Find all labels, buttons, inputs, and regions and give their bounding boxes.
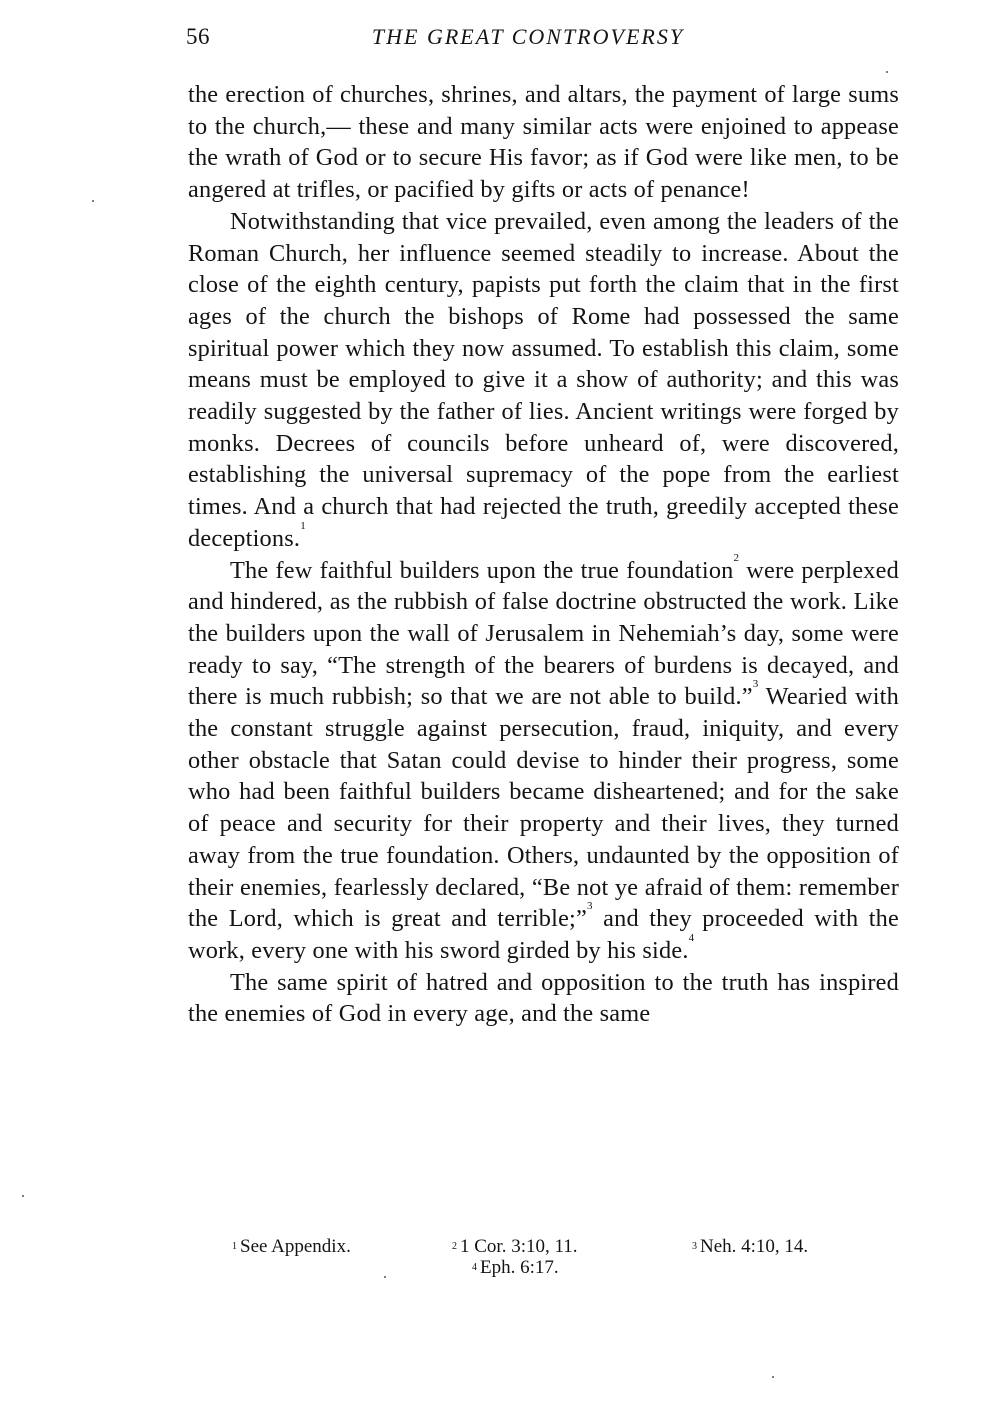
page-number: 56 [186, 24, 210, 49]
scan-speck [384, 1276, 386, 1278]
running-title: THE GREAT CONTROVERSY [371, 24, 685, 49]
paragraph-text: were perplexed and hindered, as the rubbish of false doctrine obstructed the work. Like the builders upon the wall of Jerusalem in Nehemiah’s day, some were ready to say, “The strength of the bearers of burdens is decayed, and there is much rubbish; so that we are not able to build.” [188, 556, 899, 711]
footnote-reference: 3 [587, 900, 593, 913]
paragraph [188, 967, 899, 1030]
footnote-reference: 4 [688, 931, 695, 944]
paragraph-text: and they proceeded with the work, every one with his sword girded by his side. [188, 905, 899, 964]
footnote-reference: 1 [300, 519, 306, 532]
page-header [186, 24, 900, 56]
scan-speck [22, 1195, 24, 1197]
footnote-text: Neh. 4:10, 14. [700, 1236, 809, 1257]
footnote-reference: 2 [733, 551, 740, 564]
footnote-marker: 2 [452, 1241, 457, 1252]
footnote-row [188, 1236, 899, 1257]
footnote-4 [472, 1257, 559, 1278]
footnote-row [188, 1257, 899, 1278]
paragraph-text: The same spirit of hatred and opposition to the truth has inspired the enemies of God in every age, and the same [188, 968, 899, 1028]
scan-speck [92, 200, 94, 202]
footnote-text: See Appendix. [240, 1236, 351, 1257]
footnote-2 [452, 1236, 578, 1257]
body-text [188, 79, 899, 1030]
footnote-text: Eph. 6:17. [480, 1257, 559, 1278]
paragraph [188, 206, 899, 555]
footnote-3 [692, 1236, 808, 1257]
footnote-reference: 3 [752, 678, 759, 691]
footnotes [188, 1236, 899, 1278]
paragraph-text: The few faithful builders upon the true foundation [230, 556, 734, 584]
paragraph-text: Wearied with the constant struggle against persecution, fraud, iniquity, and every other obstacle that Satan could devise to hinder their progress, some who had been faithful builders became disheartened; and for the sake of peace and security for their property and their lives, they turned away from the true foundation. Others, undaunted by the opposition of their enemies, fearlessly declared, “Be not ye afraid of them: remember the Lord, which is great and terrible;” [188, 683, 899, 933]
footnote-1 [232, 1236, 351, 1257]
paragraph [188, 551, 899, 967]
footnote-marker: 1 [232, 1241, 237, 1252]
scan-speck [886, 71, 888, 73]
footnote-marker: 3 [692, 1241, 697, 1252]
paragraph-text: the erection of churches, shrines, and altars, the payment of large sums to the church,— these and many similar acts were enjoined to appease the wrath of God or to secure His favor; as if God were like men, to be angered at trifles, or pacified by gifts or acts of penance! [188, 81, 899, 204]
footnote-text: 1 Cor. 3:10, 11. [460, 1236, 578, 1257]
footnote-marker: 4 [472, 1262, 477, 1273]
scan-speck [772, 1376, 774, 1378]
paragraph-text: Notwithstanding that vice prevailed, even among the leaders of the Roman Church, her influence seemed steadily to increase. About the close of the eighth century, papists put forth the claim that in the first ages of the church the bishops of Rome had possessed the same spiritual power which they now assumed. To establish this claim, some means must be employed to give it a show of authority; and this was readily suggested by the father of lies. Ancient writings were forged by monks. Decrees of councils before unheard of, were discovered, establishing the universal supremacy of the pope from the earliest times. And a church that had rejected the truth, greedily accepted these deceptions. [188, 207, 899, 552]
paragraph [188, 79, 899, 206]
